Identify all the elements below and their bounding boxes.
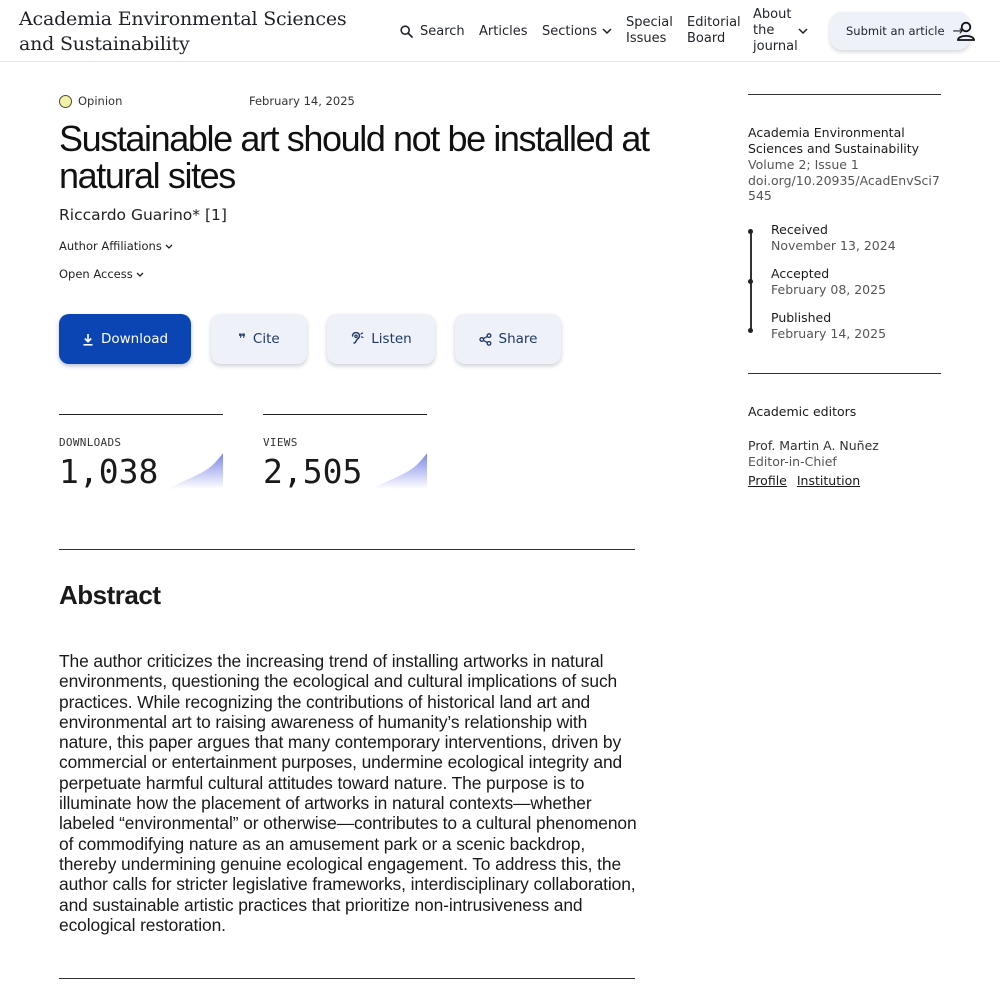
submit-article-button[interactable] (830, 12, 970, 50)
timeline-label: Received (771, 222, 828, 237)
timeline-published (771, 310, 886, 342)
divider (59, 549, 635, 550)
nav-editorial-board-label: Editorial Board (687, 15, 741, 46)
editor-role: Editor-in-Chief (748, 454, 837, 469)
chevron-down-icon (165, 244, 173, 249)
download-button[interactable] (59, 314, 191, 364)
timeline-dot (748, 328, 753, 333)
article-title: Sustainable art should not be installed at natural sites (59, 118, 649, 196)
downloads-label: DOWNLOADS (59, 436, 122, 449)
doi-link[interactable]: doi.org/10.20935/AcadEnvSci7545 (748, 172, 940, 203)
editor-name: Prof. Martin A. Nuñez (748, 438, 879, 453)
download-icon (82, 333, 94, 346)
timeline-date: February 14, 2025 (771, 326, 887, 341)
sidebar-journal-name: Academia Environmental Sciences and Sustainability (748, 125, 920, 156)
nav-articles[interactable]: Articles (479, 23, 528, 39)
sidebar-divider (748, 94, 941, 95)
cite-button[interactable] (211, 314, 307, 364)
downloads-value: 1,038 (59, 452, 159, 491)
chevron-down-icon (602, 28, 612, 34)
timeline-received (771, 222, 896, 254)
author-affiliations-label: Author Affiliations (59, 239, 162, 253)
timeline-accepted (771, 266, 886, 298)
listen-button[interactable] (327, 314, 435, 364)
submit-article-label: Submit an article (846, 24, 945, 38)
views-label: VIEWS (263, 436, 298, 449)
open-access-toggle[interactable] (59, 267, 144, 281)
user-icon[interactable] (952, 20, 977, 42)
downloads-sparkline (167, 453, 223, 489)
editors-heading: Academic editors (748, 404, 857, 419)
share-icon (479, 333, 492, 346)
nav-about-label: About the journal (753, 7, 798, 54)
divider (59, 978, 635, 979)
share-label: Share (498, 331, 538, 347)
timeline-date: November 13, 2024 (771, 238, 896, 253)
quote-icon: ❞ (238, 331, 246, 347)
listen-icon (350, 332, 364, 346)
timeline-dot (748, 229, 753, 234)
timeline-label: Published (771, 310, 832, 325)
search-icon (400, 25, 413, 38)
sidebar-divider (748, 373, 941, 374)
author-affiliations-toggle[interactable] (59, 239, 173, 253)
article-author[interactable]: Riccardo Guarino* [1] (59, 206, 227, 224)
editor-institution-link[interactable]: Institution (796, 473, 861, 488)
open-access-label: Open Access (59, 267, 133, 281)
nav-special-issues[interactable] (626, 0, 676, 62)
abstract-heading: Abstract (59, 580, 161, 610)
listen-label: Listen (371, 331, 412, 347)
editor-profile-link[interactable]: Profile (748, 473, 787, 488)
volume-issue: Volume 2; Issue 1 (748, 157, 859, 172)
article-type-label: Opinion (78, 94, 123, 108)
site-header (0, 0, 1000, 62)
editor-links (748, 473, 870, 488)
share-button[interactable] (455, 314, 561, 364)
nav-special-issues-label: Special Issues (626, 15, 673, 46)
journal-title[interactable]: Academia Environmental Sciences and Sustainability (19, 8, 347, 55)
sidebar-publication-meta (748, 157, 943, 204)
timeline-date: February 08, 2025 (771, 282, 887, 297)
nav-sections-label: Sections (542, 23, 598, 39)
chevron-down-icon (136, 272, 144, 277)
abstract-text: The author criticizes the increasing trend of installing artworks in natural environments, questioning the ecological and cultural implications of such practices. While recognizing the contributions of historical land art and environmental art to raising awareness of humanity’s relationship with nature, this paper argues that many contemporary interventions, driven by commercial or entertainment purposes, undermine ecological integrity and perpetuate harmful cultural attitudes toward nature. The purpose is to illuminate how the placement of artworks in natural contexts—whether labeled “environmental” or otherwise—contributes to a cultural phenomenon of commodifying nature as an amusement park or a scenic backdrop, thereby undermining genuine ecological engagement. To address this, the author calls for stricter legislative frameworks, interdisciplinary collaboration, and sustainable artistic practices that prioritize non-intrusiveness and ecological restoration. (59, 651, 637, 935)
nav-search-label: Search (420, 23, 465, 39)
downloads-metric (59, 414, 223, 491)
arrow-right-icon: → (952, 23, 964, 39)
opinion-dot-icon (59, 95, 72, 108)
nav-editorial-board[interactable] (687, 0, 739, 62)
views-value: 2,505 (263, 452, 363, 491)
chevron-down-icon (798, 28, 808, 34)
article-date: February 14, 2025 (249, 94, 355, 108)
nav-sections[interactable] (542, 0, 612, 62)
timeline-dot (748, 279, 753, 284)
views-metric (263, 414, 427, 491)
timeline-label: Accepted (771, 266, 830, 281)
views-sparkline (371, 453, 427, 489)
nav-about[interactable] (753, 0, 808, 62)
article-type-badge (59, 94, 122, 108)
nav-search[interactable] (400, 0, 465, 62)
cite-label: Cite (252, 331, 280, 347)
download-label: Download (100, 331, 169, 347)
